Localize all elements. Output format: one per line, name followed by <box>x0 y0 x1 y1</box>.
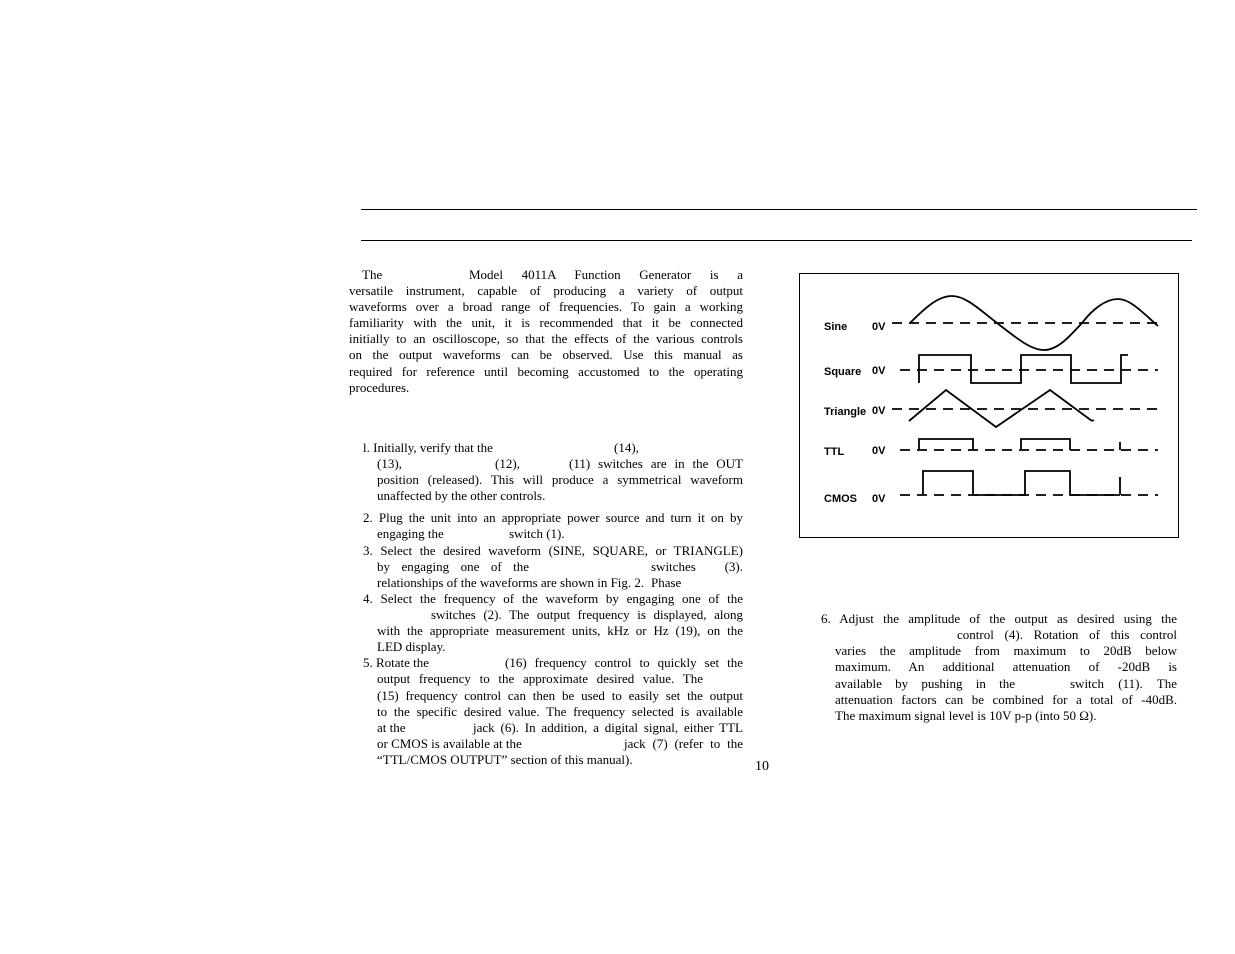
step-6-line-1: 6. Adjust the amplitude of the output as desired using the <box>821 611 1177 626</box>
step-5-line-3: (15) frequency control can then be used to easily set the output <box>377 688 743 703</box>
zero-ttl: 0V <box>872 445 886 457</box>
step-4-line-2: switches (2). The output frequency is displayed, along <box>431 607 743 622</box>
zero-cmos: 0V <box>872 493 886 505</box>
step-6-line-7: The maximum signal level is 10V p-p (into 50 Ω). <box>835 708 1097 723</box>
step-6-line-6: attenuation factors can be combined for a total of -40dB. <box>835 692 1177 707</box>
step-5-line-7: “TTL/CMOS OUTPUT” section of this manual). <box>377 752 633 767</box>
step-5-line-1b: (16) frequency control to quickly set the <box>505 655 743 670</box>
step-5-line-6a: or CMOS is available at the <box>377 736 522 751</box>
step-6-line-4: maximum. An additional attenuation of -20dB is <box>835 659 1177 674</box>
step-4-line-4: LED display. <box>377 639 446 654</box>
header-rule-top <box>361 209 1197 210</box>
step-3-line-3: relationships of the waveforms are shown in Fig. 2. <box>377 575 645 590</box>
step-3-line-2a: by engaging one of the <box>377 559 529 574</box>
step-2-line-1: 2. Plug the unit into an appropriate power source and turn it on by <box>363 510 743 525</box>
intro-line-5: initially to an oscilloscope, so that the effects of the various controls <box>349 331 743 346</box>
step-2-line-2a: engaging the <box>377 526 444 541</box>
step-4-line-3: with the appropriate measurement units, kHz or Hz (19), on the <box>377 623 743 638</box>
step-5-line-4: to the specific desired value. The frequency selected is available <box>377 704 743 719</box>
step-3-line-1: 3. Select the desired waveform (SINE, SQUARE, or TRIANGLE) <box>363 543 743 558</box>
waveform-figure <box>799 273 1179 538</box>
step-1-line-2b: (12), <box>495 456 520 471</box>
label-ttl: TTL <box>824 446 845 458</box>
square-wave <box>919 355 1128 383</box>
step-3-line-2b: switches (3). Phase <box>651 559 743 591</box>
step-5-line-1a: 5. Rotate the <box>363 655 430 670</box>
label-square: Square <box>824 366 862 378</box>
step-6-line-5b: switch (11). The <box>1070 676 1177 691</box>
step-5-line-5a: at the <box>377 720 406 735</box>
zero-triangle: 0V <box>872 405 886 417</box>
intro-line-3: waveforms over a broad range of frequencies. To gain a working <box>349 299 743 314</box>
step-5-line-5b: jack (6). In addition, a digital signal, either TTL <box>473 720 743 735</box>
step-1-line-4: unaffected by the other controls. <box>377 488 546 503</box>
step-1-line-3: position (released). This will produce a symmetrical waveform <box>377 472 743 487</box>
step-5-line-6b: jack (7) (refer to the <box>624 736 743 751</box>
zero-sine: 0V <box>872 321 886 333</box>
step-2-line-2b: switch (1). <box>509 526 565 541</box>
page-number: 10 <box>755 759 769 774</box>
label-sine: Sine <box>824 321 848 333</box>
label-cmos: CMOS <box>824 493 857 505</box>
step-6-line-3: varies the amplitude from maximum to 20dB below <box>835 643 1177 658</box>
ttl-wave <box>919 439 1120 450</box>
step-1-line-1b: (14), <box>614 440 639 455</box>
intro-line-4: familiarity with the unit, it is recommended that it be connected <box>349 315 743 330</box>
intro-line-1-start: The <box>362 267 383 282</box>
waveform-diagram <box>800 274 1180 539</box>
intro-line-1-end: Model 4011A Function Generator is a <box>469 267 743 282</box>
zero-square: 0V <box>872 365 886 377</box>
intro-line-7: required for reference until becoming accustomed to the operating <box>349 364 743 379</box>
cmos-wave <box>923 471 1120 495</box>
intro-line-6: on the output waveforms can be observed. Use this manual as <box>349 347 743 362</box>
step-1-line-2a: (13), <box>377 456 402 471</box>
header-rule-bottom <box>361 240 1192 241</box>
label-triangle: Triangle <box>824 406 867 418</box>
step-6-line-5a: available by pushing in the <box>835 676 1015 691</box>
intro-line-2: versatile instrument, capable of producing a variety of output <box>349 283 743 298</box>
step-6-line-2: control (4). Rotation of this control <box>957 627 1177 642</box>
step-5-line-2: output frequency to the approximate desired value. The <box>377 671 703 686</box>
intro-line-8: procedures. <box>349 380 410 395</box>
step-4-line-1: 4. Select the frequency of the waveform by engaging one of the <box>363 591 743 606</box>
step-1-line-1a: l. Initially, verify that the <box>363 440 493 455</box>
step-1-line-2c: (11) switches are in the OUT <box>569 456 743 471</box>
